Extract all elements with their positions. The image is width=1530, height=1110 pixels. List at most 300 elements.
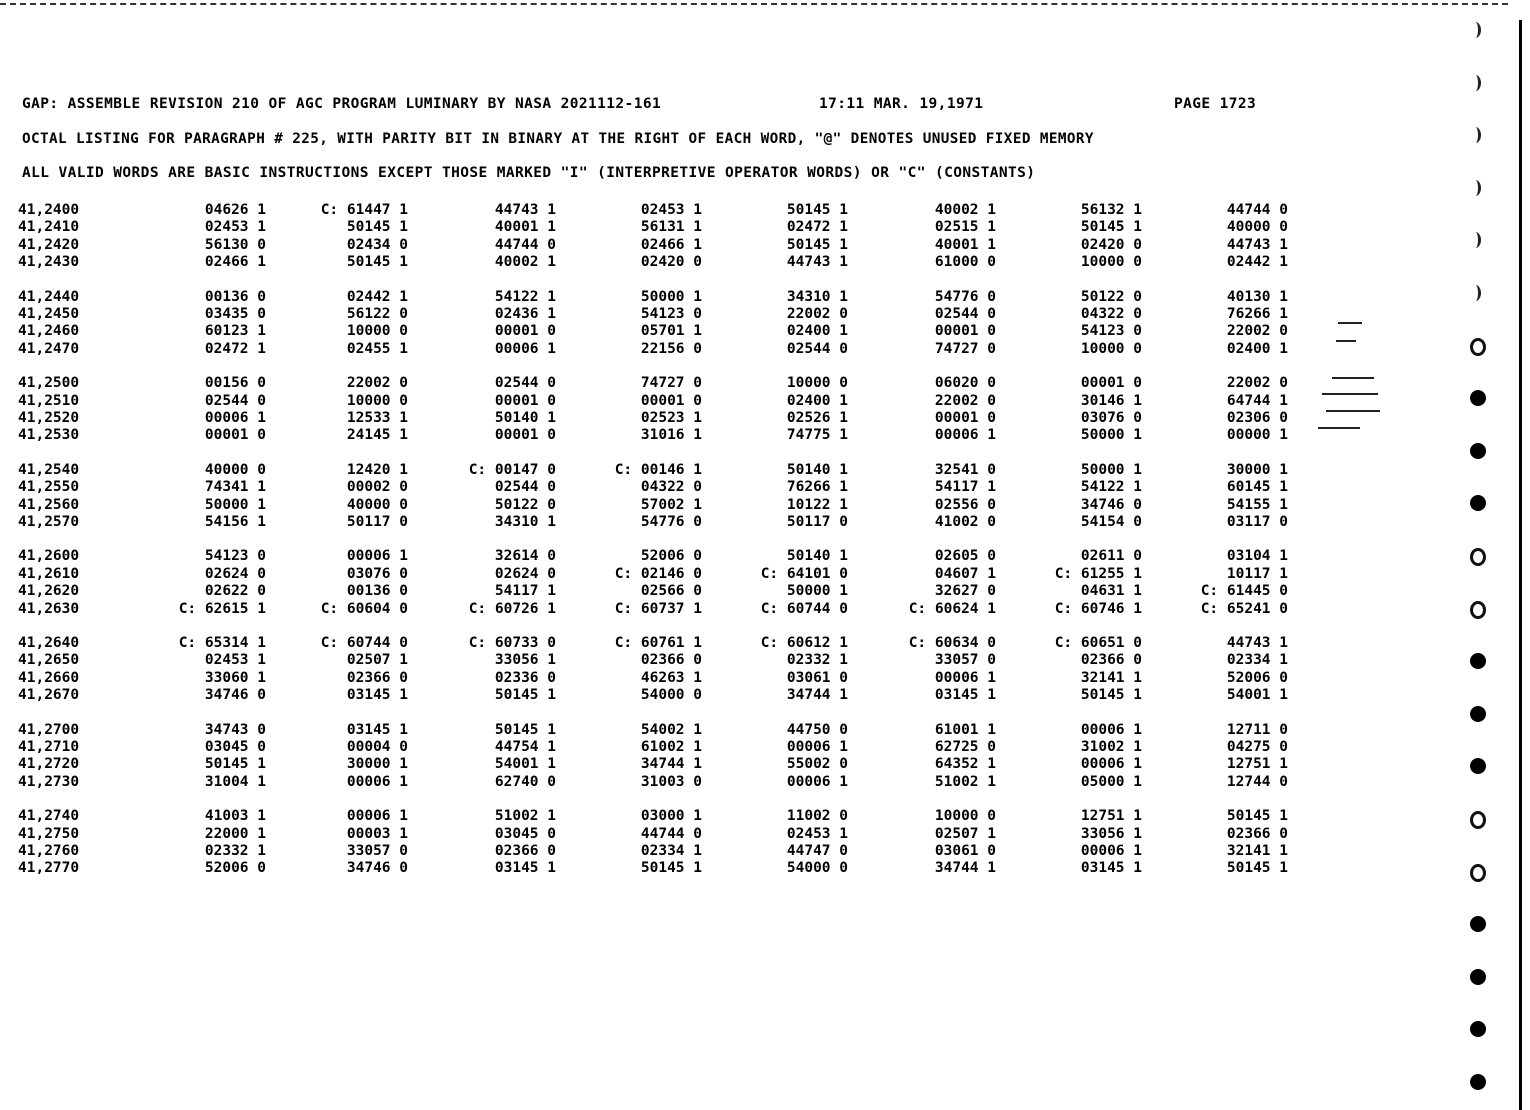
word-cell: 02306 0 bbox=[1226, 410, 1288, 426]
table-row bbox=[18, 843, 1288, 860]
margin-mark bbox=[1336, 340, 1356, 342]
word-cell: 50145 1 bbox=[1226, 808, 1288, 825]
word-cell: 50145 1 bbox=[346, 254, 408, 271]
address-cell: 41,2640 bbox=[18, 635, 80, 651]
address-cell: 41,2710 bbox=[18, 739, 80, 755]
word-cell: 50000 1 bbox=[786, 583, 848, 600]
word-cell: 02566 0 bbox=[640, 583, 702, 600]
word-cell: 03145 1 bbox=[1080, 860, 1142, 877]
feed-hole bbox=[1470, 443, 1486, 459]
word-cell: 34744 1 bbox=[640, 756, 702, 773]
word-cell: 54123 0 bbox=[204, 548, 266, 565]
address-cell: 41,2650 bbox=[18, 652, 80, 669]
word-cell: 12533 1 bbox=[346, 410, 408, 426]
address-cell: 41,2460 bbox=[18, 323, 80, 340]
word-cell: C: 65241 0 bbox=[1200, 600, 1288, 617]
word-cell: 02366 0 bbox=[494, 843, 556, 859]
word-cell: 22002 0 bbox=[1226, 323, 1288, 340]
word-cell: 30000 1 bbox=[346, 756, 408, 773]
word-cell: 00006 1 bbox=[346, 808, 408, 825]
word-cell: 56131 1 bbox=[640, 219, 702, 236]
word-cell: 50140 1 bbox=[494, 410, 556, 426]
word-cell: 46263 1 bbox=[640, 669, 702, 686]
word-cell: 00006 1 bbox=[786, 773, 848, 790]
word-cell: 03045 0 bbox=[494, 825, 556, 842]
word-cell: 44743 1 bbox=[494, 202, 556, 218]
word-cell: 74727 0 bbox=[640, 375, 702, 392]
word-cell: 00000 1 bbox=[1226, 427, 1288, 444]
word-cell: C: 60726 1 bbox=[468, 600, 556, 617]
word-cell: 02544 0 bbox=[934, 306, 996, 322]
word-cell: 12420 1 bbox=[346, 461, 408, 478]
address-cell: 41,2510 bbox=[18, 392, 80, 409]
table-row bbox=[18, 565, 1288, 583]
word-cell: 57002 1 bbox=[640, 496, 702, 513]
word-cell: 02624 0 bbox=[204, 565, 266, 582]
word-cell: 02434 0 bbox=[346, 236, 408, 253]
word-cell: 34746 0 bbox=[204, 687, 266, 704]
word-cell: 50145 1 bbox=[786, 202, 848, 218]
word-cell: 40000 0 bbox=[1226, 219, 1288, 236]
address-cell: 41,2520 bbox=[18, 410, 80, 426]
word-cell: 33057 0 bbox=[346, 843, 408, 859]
table-row bbox=[18, 410, 1288, 427]
word-cell: 04275 0 bbox=[1226, 739, 1288, 755]
word-cell: 30146 1 bbox=[1080, 392, 1142, 409]
word-cell: 31004 1 bbox=[204, 773, 266, 790]
word-cell: 04607 1 bbox=[934, 565, 996, 582]
table-row bbox=[18, 583, 1288, 600]
margin-mark bbox=[1332, 377, 1374, 379]
listing-legend: ALL VALID WORDS ARE BASIC INSTRUCTIONS EXCEPT THOSE MARKED "I" (INTERPRETIVE OPERATOR WORDS) OR "C" (CONSTANTS) bbox=[22, 165, 1036, 181]
word-cell: C: 65314 1 bbox=[178, 635, 266, 651]
word-cell: 40000 0 bbox=[204, 461, 266, 478]
word-cell: 64352 1 bbox=[934, 756, 996, 773]
margin-mark bbox=[1318, 427, 1360, 429]
word-cell: C: 60634 0 bbox=[908, 635, 996, 651]
word-cell: 60145 1 bbox=[1226, 479, 1288, 496]
word-cell: 50145 1 bbox=[494, 721, 556, 738]
word-cell: 04322 0 bbox=[1080, 306, 1142, 322]
feed-hole bbox=[1470, 969, 1486, 985]
word-cell: 44743 1 bbox=[1226, 635, 1288, 651]
word-cell: 54122 1 bbox=[1080, 479, 1142, 496]
feed-hole bbox=[1470, 916, 1486, 932]
word-cell: 00006 1 bbox=[934, 669, 996, 686]
word-cell: 44750 0 bbox=[786, 721, 848, 738]
word-cell: 34744 1 bbox=[934, 860, 996, 877]
feed-hole bbox=[1470, 180, 1481, 196]
word-cell: C: 60737 1 bbox=[614, 600, 702, 617]
word-cell: 02366 0 bbox=[1080, 652, 1142, 669]
feed-hole bbox=[1470, 758, 1486, 774]
word-cell: 05000 1 bbox=[1080, 773, 1142, 790]
word-cell: 40001 1 bbox=[494, 219, 556, 236]
word-cell: 02332 1 bbox=[786, 652, 848, 669]
address-cell: 41,2600 bbox=[18, 548, 80, 565]
address-cell: 41,2470 bbox=[18, 340, 80, 357]
word-cell: 61002 1 bbox=[640, 739, 702, 755]
word-cell: 50145 1 bbox=[204, 756, 266, 773]
word-cell: 02544 0 bbox=[494, 479, 556, 496]
word-cell: 54000 0 bbox=[786, 860, 848, 877]
word-cell: 54002 1 bbox=[640, 721, 702, 738]
word-cell: 12744 0 bbox=[1226, 773, 1288, 790]
word-cell: 00006 1 bbox=[204, 410, 266, 426]
table-row bbox=[18, 288, 1288, 306]
word-cell: 02336 0 bbox=[494, 669, 556, 686]
table-row bbox=[18, 219, 1288, 236]
word-cell: 02453 1 bbox=[640, 202, 702, 218]
address-cell: 41,2530 bbox=[18, 427, 80, 444]
word-cell: 02472 1 bbox=[786, 219, 848, 236]
word-cell: 00006 1 bbox=[786, 739, 848, 755]
table-row bbox=[18, 202, 1288, 219]
word-cell: 34746 0 bbox=[346, 860, 408, 877]
feed-hole bbox=[1470, 127, 1481, 143]
word-cell: 50145 1 bbox=[494, 687, 556, 704]
listing-title: GAP: ASSEMBLE REVISION 210 OF AGC PROGRAM LUMINARY BY NASA 2021112-161 bbox=[22, 96, 662, 112]
word-cell: 02400 1 bbox=[1226, 340, 1288, 357]
word-cell: 00136 0 bbox=[346, 583, 408, 600]
word-cell: 54156 1 bbox=[204, 514, 266, 530]
table-row bbox=[18, 739, 1288, 756]
address-cell: 41,2450 bbox=[18, 306, 80, 322]
address-cell: 41,2610 bbox=[18, 565, 80, 582]
word-cell: 02466 1 bbox=[204, 254, 266, 271]
word-cell: 00006 1 bbox=[934, 427, 996, 444]
word-cell: C: 61445 0 bbox=[1200, 583, 1288, 600]
word-cell: 52006 0 bbox=[1226, 669, 1288, 686]
margin-mark bbox=[1326, 410, 1380, 412]
word-cell: 02420 0 bbox=[1080, 236, 1142, 253]
word-cell: 54122 1 bbox=[494, 288, 556, 305]
word-cell: 02472 1 bbox=[204, 340, 266, 357]
table-row bbox=[18, 514, 1288, 531]
table-row bbox=[18, 548, 1288, 565]
word-cell: 00001 0 bbox=[934, 323, 996, 340]
word-cell: 34746 0 bbox=[1080, 496, 1142, 513]
table-row bbox=[18, 635, 1288, 652]
word-cell: 02334 1 bbox=[1226, 652, 1288, 669]
word-cell: 12751 1 bbox=[1226, 756, 1288, 773]
word-cell: 55002 0 bbox=[786, 756, 848, 773]
word-cell: 74341 1 bbox=[204, 479, 266, 496]
word-cell: 02622 0 bbox=[204, 583, 266, 600]
word-cell: 54123 0 bbox=[1080, 323, 1142, 340]
word-cell: 62740 0 bbox=[494, 773, 556, 790]
margin-mark bbox=[1322, 393, 1378, 395]
address-cell: 41,2570 bbox=[18, 514, 80, 530]
word-cell: 02507 1 bbox=[934, 825, 996, 842]
word-cell: 32627 0 bbox=[934, 583, 996, 600]
word-cell: 03145 1 bbox=[934, 687, 996, 704]
table-row bbox=[18, 427, 1288, 444]
word-cell: 54117 1 bbox=[494, 583, 556, 600]
table-row bbox=[18, 306, 1288, 323]
word-cell: 50145 1 bbox=[640, 860, 702, 877]
word-cell: 06020 0 bbox=[934, 375, 996, 392]
word-cell: 52006 0 bbox=[640, 548, 702, 565]
word-cell: 33060 1 bbox=[204, 669, 266, 686]
word-cell: 74775 1 bbox=[786, 427, 848, 444]
word-cell: 54001 1 bbox=[494, 756, 556, 773]
word-cell: 02523 1 bbox=[640, 410, 702, 426]
word-cell: C: 02146 0 bbox=[614, 565, 702, 582]
word-cell: 64744 1 bbox=[1226, 392, 1288, 409]
word-cell: 02544 0 bbox=[204, 392, 266, 409]
word-cell: 02366 0 bbox=[640, 652, 702, 669]
word-cell: 04322 0 bbox=[640, 479, 702, 496]
table-row bbox=[18, 340, 1288, 358]
word-cell: 10000 0 bbox=[934, 808, 996, 825]
table-row bbox=[18, 254, 1288, 271]
page-top-border bbox=[0, 3, 1508, 5]
word-cell: 12751 1 bbox=[1080, 808, 1142, 825]
table-row bbox=[18, 687, 1288, 704]
word-cell: 10000 0 bbox=[346, 392, 408, 409]
word-cell: 52006 0 bbox=[204, 860, 266, 877]
word-cell: 00001 0 bbox=[204, 427, 266, 444]
address-cell: 41,2630 bbox=[18, 600, 80, 617]
word-cell: 50145 1 bbox=[346, 219, 408, 236]
word-cell: 61000 0 bbox=[934, 254, 996, 271]
listing-description: OCTAL LISTING FOR PARAGRAPH # 225, WITH PARITY BIT IN BINARY AT THE RIGHT OF EACH WORD, "@" DENOTES UNUSED FIXED MEMORY bbox=[22, 131, 1094, 147]
word-cell: 54776 0 bbox=[640, 514, 702, 530]
table-row bbox=[18, 479, 1288, 496]
word-cell: 32614 0 bbox=[494, 548, 556, 565]
word-cell: 02400 1 bbox=[786, 323, 848, 340]
word-cell: 02420 0 bbox=[640, 254, 702, 271]
word-cell: 33056 1 bbox=[494, 652, 556, 669]
word-cell: 44743 1 bbox=[1226, 236, 1288, 253]
page-number: PAGE 1723 bbox=[1174, 96, 1257, 112]
word-cell: 02455 1 bbox=[346, 340, 408, 357]
word-cell: 03076 0 bbox=[1080, 410, 1142, 426]
word-cell: 33057 0 bbox=[934, 652, 996, 669]
feed-hole bbox=[1470, 548, 1486, 566]
word-cell: 00004 0 bbox=[346, 739, 408, 755]
word-cell: 54154 0 bbox=[1080, 514, 1142, 530]
table-row bbox=[18, 392, 1288, 410]
word-cell: 02334 1 bbox=[640, 843, 702, 859]
word-cell: 03104 1 bbox=[1226, 548, 1288, 565]
word-cell: C: 60761 1 bbox=[614, 635, 702, 651]
word-cell: 50000 1 bbox=[1080, 461, 1142, 478]
word-cell: 50145 1 bbox=[1080, 219, 1142, 236]
word-cell: 05701 1 bbox=[640, 323, 702, 340]
address-cell: 41,2720 bbox=[18, 756, 80, 773]
word-cell: 40002 1 bbox=[494, 254, 556, 271]
address-cell: 41,2660 bbox=[18, 669, 80, 686]
feed-hole bbox=[1470, 653, 1486, 669]
word-cell: 40002 1 bbox=[934, 202, 996, 218]
address-cell: 41,2750 bbox=[18, 825, 80, 842]
address-cell: 41,2440 bbox=[18, 288, 80, 305]
word-cell: 50117 0 bbox=[346, 514, 408, 530]
word-cell: 04626 1 bbox=[204, 202, 266, 218]
word-cell: 02526 1 bbox=[786, 410, 848, 426]
word-cell: 50145 1 bbox=[1080, 687, 1142, 704]
word-cell: 03045 0 bbox=[204, 739, 266, 755]
word-cell: 03000 1 bbox=[640, 808, 702, 825]
word-cell: 40130 1 bbox=[1226, 288, 1288, 305]
table-row bbox=[18, 496, 1288, 514]
word-cell: 02442 1 bbox=[346, 288, 408, 305]
word-cell: 74727 0 bbox=[934, 340, 996, 357]
word-cell: C: 60604 0 bbox=[320, 600, 408, 617]
word-cell: 03061 0 bbox=[934, 843, 996, 859]
word-cell: 34744 1 bbox=[786, 687, 848, 704]
word-cell: 50122 0 bbox=[1080, 288, 1142, 305]
word-cell: C: 64101 0 bbox=[760, 565, 848, 582]
address-cell: 41,2420 bbox=[18, 236, 80, 253]
word-cell: 44754 1 bbox=[494, 739, 556, 755]
table-row bbox=[18, 236, 1288, 254]
word-cell: 10000 0 bbox=[786, 375, 848, 392]
word-cell: 40001 1 bbox=[934, 236, 996, 253]
word-cell: 11002 0 bbox=[786, 808, 848, 825]
feed-hole bbox=[1470, 285, 1481, 301]
address-cell: 41,2540 bbox=[18, 461, 80, 478]
word-cell: 54155 1 bbox=[1226, 496, 1288, 513]
word-cell: 02605 0 bbox=[934, 548, 996, 565]
word-cell: 12711 0 bbox=[1226, 721, 1288, 738]
word-cell: 00006 1 bbox=[1080, 843, 1142, 859]
word-cell: 00006 1 bbox=[1080, 756, 1142, 773]
word-cell: 22002 0 bbox=[1226, 375, 1288, 392]
word-cell: 44743 1 bbox=[786, 254, 848, 271]
word-cell: 44744 0 bbox=[494, 236, 556, 253]
address-cell: 41,2620 bbox=[18, 583, 80, 600]
word-cell: 24145 1 bbox=[346, 427, 408, 444]
word-cell: 50140 1 bbox=[786, 548, 848, 565]
word-cell: C: 60733 0 bbox=[468, 635, 556, 651]
word-cell: 50000 1 bbox=[1080, 427, 1142, 444]
feed-hole bbox=[1470, 390, 1486, 406]
word-cell: 40000 0 bbox=[346, 496, 408, 513]
word-cell: 32541 0 bbox=[934, 461, 996, 478]
table-row bbox=[18, 652, 1288, 669]
word-cell: C: 60612 1 bbox=[760, 635, 848, 651]
tractor-feed-holes bbox=[1450, 0, 1510, 1110]
word-cell: 50145 1 bbox=[786, 236, 848, 253]
feed-hole bbox=[1470, 601, 1486, 619]
word-cell: 34310 1 bbox=[494, 514, 556, 530]
word-cell: 02366 0 bbox=[346, 669, 408, 686]
word-cell: C: 60651 0 bbox=[1054, 635, 1142, 651]
word-cell: 00156 0 bbox=[204, 375, 266, 392]
word-cell: 61001 1 bbox=[934, 721, 996, 738]
word-cell: 41003 1 bbox=[204, 808, 266, 825]
word-cell: 10000 0 bbox=[1080, 340, 1142, 357]
word-cell: 51002 1 bbox=[494, 808, 556, 825]
table-row bbox=[18, 669, 1288, 687]
word-cell: 50140 1 bbox=[786, 461, 848, 478]
word-cell: 02436 1 bbox=[494, 306, 556, 322]
table-row bbox=[18, 773, 1288, 791]
address-cell: 41,2500 bbox=[18, 375, 80, 392]
feed-hole bbox=[1470, 864, 1486, 882]
word-cell: 02453 1 bbox=[204, 652, 266, 669]
address-cell: 41,2410 bbox=[18, 219, 80, 236]
word-cell: 02507 1 bbox=[346, 652, 408, 669]
word-cell: 10000 0 bbox=[1080, 254, 1142, 271]
word-cell: 02515 1 bbox=[934, 219, 996, 236]
word-cell: 54001 1 bbox=[1226, 687, 1288, 704]
word-cell: 44744 0 bbox=[1226, 202, 1288, 218]
word-cell: 31002 1 bbox=[1080, 739, 1142, 755]
word-cell: 00001 0 bbox=[640, 392, 702, 409]
table-row bbox=[18, 721, 1288, 739]
word-cell: 02611 0 bbox=[1080, 548, 1142, 565]
word-cell: 02453 1 bbox=[786, 825, 848, 842]
table-row bbox=[18, 600, 1288, 618]
word-cell: 41002 0 bbox=[934, 514, 996, 530]
word-cell: C: 61255 1 bbox=[1054, 565, 1142, 582]
feed-hole bbox=[1470, 495, 1486, 511]
word-cell: 00006 1 bbox=[494, 340, 556, 357]
word-cell: 33056 1 bbox=[1080, 825, 1142, 842]
word-cell: 54117 1 bbox=[934, 479, 996, 496]
word-cell: 04631 1 bbox=[1080, 583, 1142, 600]
word-cell: 54776 0 bbox=[934, 288, 996, 305]
word-cell: 50117 0 bbox=[786, 514, 848, 530]
word-cell: 44744 0 bbox=[640, 825, 702, 842]
word-cell: 02400 1 bbox=[786, 392, 848, 409]
feed-hole bbox=[1470, 1021, 1486, 1037]
word-cell: 03061 0 bbox=[786, 669, 848, 686]
word-cell: 00003 1 bbox=[346, 825, 408, 842]
feed-hole bbox=[1470, 1074, 1486, 1090]
word-cell: 00001 0 bbox=[934, 410, 996, 426]
address-cell: 41,2400 bbox=[18, 202, 80, 218]
word-cell: 00006 1 bbox=[346, 773, 408, 790]
word-cell: 22002 0 bbox=[346, 375, 408, 392]
word-cell: 00001 0 bbox=[1080, 375, 1142, 392]
word-cell: 02453 1 bbox=[204, 219, 266, 236]
word-cell: 02544 0 bbox=[494, 375, 556, 392]
word-cell: 50000 1 bbox=[640, 288, 702, 305]
word-cell: 03145 1 bbox=[494, 860, 556, 877]
address-cell: 41,2560 bbox=[18, 496, 80, 513]
word-cell: 02332 1 bbox=[204, 843, 266, 859]
word-cell: 03145 1 bbox=[346, 721, 408, 738]
word-cell: 32141 1 bbox=[1080, 669, 1142, 686]
address-cell: 41,2740 bbox=[18, 808, 80, 825]
word-cell: 00006 1 bbox=[346, 548, 408, 565]
word-cell: 22000 1 bbox=[204, 825, 266, 842]
table-row bbox=[18, 375, 1288, 392]
margin-mark bbox=[1338, 322, 1362, 324]
address-cell: 41,2730 bbox=[18, 773, 80, 790]
address-cell: 41,2430 bbox=[18, 254, 80, 271]
word-cell: 00002 0 bbox=[346, 479, 408, 496]
table-row bbox=[18, 323, 1288, 340]
word-cell: C: 60746 1 bbox=[1054, 600, 1142, 617]
word-cell: 02624 0 bbox=[494, 565, 556, 582]
word-cell: 30000 1 bbox=[1226, 461, 1288, 478]
word-cell: 50122 0 bbox=[494, 496, 556, 513]
word-cell: 02544 0 bbox=[786, 340, 848, 357]
table-row bbox=[18, 825, 1288, 843]
word-cell: 54123 0 bbox=[640, 306, 702, 322]
word-cell: 00006 1 bbox=[1080, 721, 1142, 738]
word-cell: 56122 0 bbox=[346, 306, 408, 322]
word-cell: 00001 0 bbox=[494, 427, 556, 444]
word-cell: C: 00147 0 bbox=[468, 461, 556, 478]
feed-hole bbox=[1470, 811, 1486, 829]
